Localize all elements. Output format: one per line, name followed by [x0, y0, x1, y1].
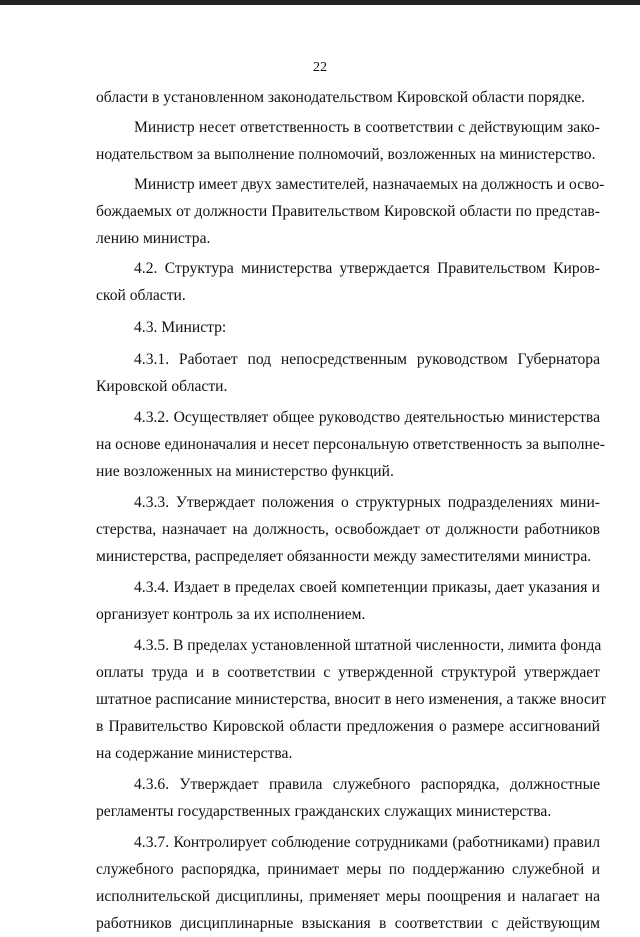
text-line: 4.3.2. Осуществляет общее руководство деятельностью министерства	[134, 409, 600, 426]
text-line: Кировской области.	[96, 378, 228, 395]
text-line: Министр несет ответственность в соответствии с действующим зако-	[134, 119, 600, 136]
text-line: оплаты труда и в соответствии с утвержденной структурой утверждает	[96, 664, 600, 681]
text-line: в Правительство Кировской области предложения о размере ассигнований	[96, 718, 600, 735]
text-line: ской области.	[96, 287, 186, 304]
text-line: 4.3.5. В пределах установленной штатной численности, лимита фонда	[134, 637, 602, 654]
text-line: лению министра.	[96, 230, 211, 247]
text-line: 4.3.6. Утверждает правила служебного распорядка, должностные	[134, 776, 600, 793]
text-line: на основе единоначалия и несет персональную ответственность за выполне-	[96, 436, 605, 453]
text-line: служебного распорядка, принимает меры по поддержанию служебной и	[96, 861, 600, 878]
text-line: 4.2. Структура министерства утверждается Правительством Киров-	[134, 260, 600, 277]
paragraph	[96, 489, 600, 570]
paragraph	[96, 255, 600, 309]
text-line: Министр имеет двух заместителей, назначаемых на должность и осво-	[134, 176, 605, 193]
paragraph	[96, 84, 600, 111]
text-line: 4.3.3. Утверждает положения о структурных подразделениях мини-	[134, 494, 600, 511]
paragraph	[96, 574, 600, 628]
paragraph	[96, 632, 607, 767]
text-line: нодательством за выполнение полномочий, возложенных на министерство.	[96, 146, 596, 163]
paragraph	[96, 314, 600, 341]
text-line: штатное расписание министерства, вносит в него изменения, а также вносит	[96, 691, 607, 708]
paragraph	[96, 346, 600, 400]
text-line: министерства, распределяет обязанности между заместителями министра.	[96, 548, 592, 565]
text-line: 4.3.1. Работает под непосредственным руководством Губернатора	[134, 351, 600, 368]
paragraph	[96, 171, 605, 252]
top-border	[0, 0, 640, 5]
text-line: 4.3. Министр:	[134, 319, 227, 336]
text-line: 4.3.7. Контролирует соблюдение сотрудниками (работниками) правил	[134, 834, 600, 851]
document-body	[96, 84, 607, 937]
paragraph	[96, 771, 600, 825]
text-line: на содержание министерства.	[96, 745, 293, 762]
text-line: регламенты государственных гражданских служащих министерства.	[96, 803, 552, 820]
text-line: области в установленном законодательством Кировской области порядке.	[96, 89, 586, 106]
text-line: работников дисциплинарные взыскания в соответствии с действующим	[96, 915, 600, 932]
page-number: 22	[313, 60, 327, 75]
text-line: 4.3.4. Издает в пределах своей компетенции приказы, дает указания и	[134, 579, 600, 596]
paragraph	[96, 404, 605, 485]
text-line: исполнительской дисциплины, применяет меры поощрения и налагает на	[96, 888, 600, 905]
text-line: стерства, назначает на должность, освобождает от должности работников	[96, 521, 600, 538]
paragraph	[96, 829, 600, 937]
text-line: организует контроль за их исполнением.	[96, 606, 366, 623]
text-line: ние возложенных на министерство функций.	[96, 463, 394, 480]
paragraph	[96, 114, 600, 168]
text-line: бождаемых от должности Правительством Кировской области по представ-	[96, 203, 600, 220]
